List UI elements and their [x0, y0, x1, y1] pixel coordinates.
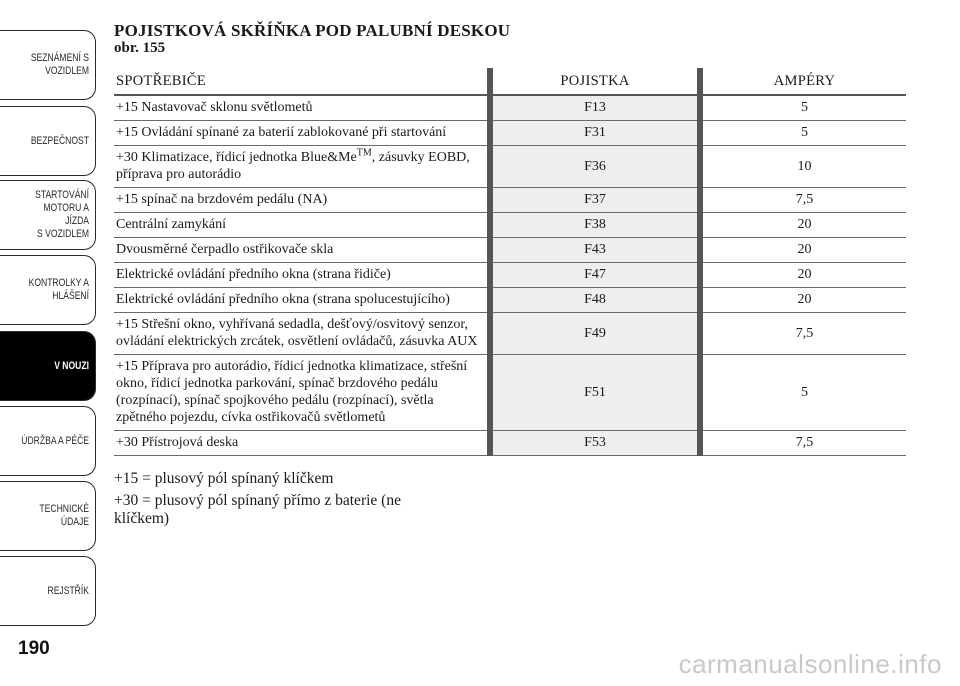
table-row	[114, 238, 906, 263]
consumer-name: +30 Přístrojová deska	[114, 431, 490, 456]
fuse-id: F37	[490, 188, 700, 213]
table-row	[114, 263, 906, 288]
header-consumers: SPOTŘEBIČE	[114, 68, 490, 95]
tab-label: SEZNÁMENÍ S VOZIDLEM	[30, 52, 89, 77]
trademark-sup: TM	[356, 147, 372, 159]
table-row	[114, 355, 906, 431]
amperage: 20	[700, 288, 906, 313]
consumer-name: Elektrické ovládání předního okna (strana řidiče)	[114, 263, 490, 288]
legend-notes	[114, 470, 454, 528]
fuse-id: F31	[490, 121, 700, 146]
consumer-name: Centrální zamykání	[114, 213, 490, 238]
consumer-name: Elektrické ovládání předního okna (strana spolucestujícího)	[114, 288, 490, 313]
fuse-id: F53	[490, 431, 700, 456]
table-row	[114, 213, 906, 238]
table-row	[114, 121, 906, 146]
consumer-name: +15 Nastavovač sklonu světlometů	[114, 95, 490, 121]
consumer-name-tail: , zásuvky EOBD, příprava pro autorádio	[116, 150, 470, 182]
consumer-name-text: +30 Klimatizace, řídicí jednotka Blue&Me	[116, 150, 357, 165]
amperage: 20	[700, 238, 906, 263]
fuse-id: F49	[490, 313, 700, 355]
note-plus30: +30 = plusový pól spínaný přímo z baterie (ne klíčkem)	[114, 492, 401, 527]
note-plus15: +15 = plusový pól spínaný klíčkem	[114, 470, 334, 487]
watermark-text: carmanualsonline.info	[678, 649, 942, 679]
amperage: 20	[700, 263, 906, 288]
fuse-id: F13	[490, 95, 700, 121]
page-number: 190	[18, 638, 50, 659]
amperage: 5	[700, 95, 906, 121]
consumer-name: Dvousměrné čerpadlo ostřikovače skla	[114, 238, 490, 263]
tab-label: REJSTŘÍK	[47, 584, 89, 597]
tab-startovani[interactable]	[0, 180, 96, 250]
amperage: 20	[700, 213, 906, 238]
table-header-row	[114, 68, 906, 95]
table-row	[114, 146, 906, 188]
tab-label: BEZPEČNOST	[30, 134, 89, 147]
header-amps: AMPÉRY	[700, 68, 906, 95]
fuse-id: F36	[490, 146, 700, 188]
tab-rejstrik[interactable]	[0, 556, 96, 626]
tab-kontrolky[interactable]	[0, 255, 96, 325]
table-row	[114, 288, 906, 313]
consumer-name	[114, 146, 490, 188]
amperage: 10	[700, 146, 906, 188]
fuse-id: F47	[490, 263, 700, 288]
tab-label: ÚDRŽBA A PÉČE	[21, 434, 89, 447]
table-row	[114, 313, 906, 355]
consumer-name: +15 Ovládání spínané za baterií zablokované při startování	[114, 121, 490, 146]
amperage: 7,5	[700, 188, 906, 213]
tab-technicke-udaje[interactable]	[0, 481, 96, 551]
tab-udrzba[interactable]	[0, 406, 96, 476]
header-fuse: POJISTKA	[490, 68, 700, 95]
tab-label: TECHNICKÉ ÚDAJE	[39, 503, 89, 528]
main-content	[114, 22, 906, 532]
fuse-id: F48	[490, 288, 700, 313]
tab-bezpecnost[interactable]	[0, 106, 96, 176]
fuse-table	[114, 68, 906, 456]
chapter-tabs	[0, 0, 100, 686]
amperage: 5	[700, 355, 906, 431]
amperage: 5	[700, 121, 906, 146]
tab-label: STARTOVÁNÍ MOTORU A JÍZDA S VOZIDLEM	[35, 189, 89, 240]
section-title: POJISTKOVÁ SKŘÍŇKA POD PALUBNÍ DESKOU	[114, 21, 511, 40]
tab-v-nouzi[interactable]	[0, 331, 96, 401]
tab-label: V NOUZI	[54, 359, 89, 372]
fuse-id: F38	[490, 213, 700, 238]
figure-reference: obr. 155	[114, 40, 166, 56]
table-row	[114, 188, 906, 213]
tab-seznameni[interactable]	[0, 30, 96, 100]
table-row	[114, 431, 906, 456]
amperage: 7,5	[700, 431, 906, 456]
consumer-name: +15 Příprava pro autorádio, řídicí jednotka klimatizace, střešní okno, řídicí jednotka parkování, spínač brzdového pedálu (rozpínací), spínač spojkového pedálu (rozpínací), světla zpětného pojezdu, cívka ostřikovačů světlometů	[114, 355, 490, 431]
amperage: 7,5	[700, 313, 906, 355]
tab-label: KONTROLKY A HLÁŠENÍ	[28, 277, 89, 302]
fuse-id: F51	[490, 355, 700, 431]
table-row	[114, 95, 906, 121]
fuse-id: F43	[490, 238, 700, 263]
consumer-name: +15 spínač na brzdovém pedálu (NA)	[114, 188, 490, 213]
consumer-name: +15 Střešní okno, vyhřívaná sedadla, dešťový/osvitový senzor, ovládání elektrických zrcátek, osvětlení ovládačů, zásuvka AUX	[114, 313, 490, 355]
